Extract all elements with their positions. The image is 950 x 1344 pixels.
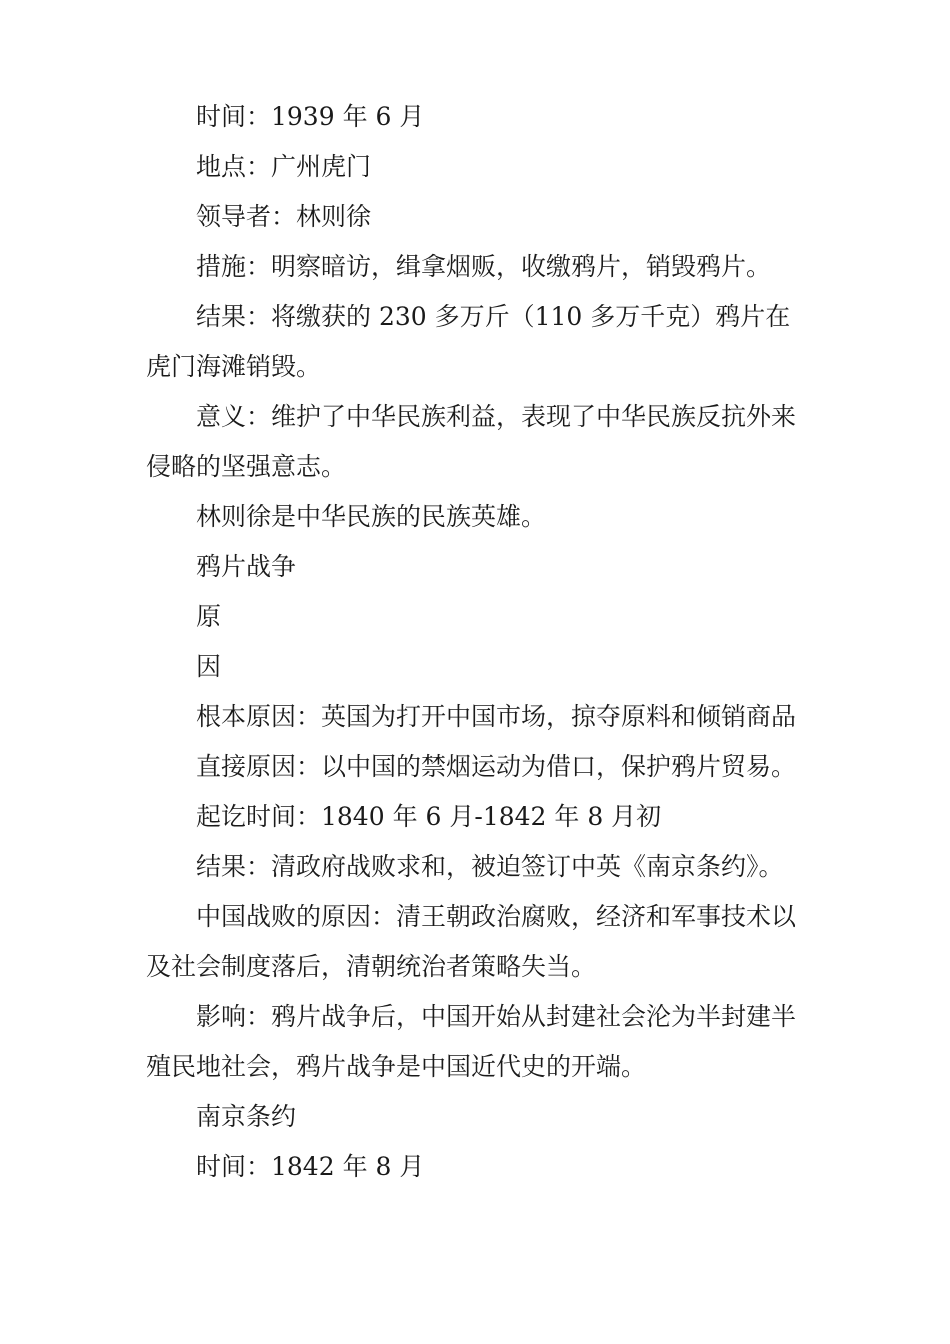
paragraph-leader: 领导者：林则徐 bbox=[196, 202, 372, 231]
paragraph-influence: 影响：鸦片战争后，中国开始从封建社会沦为半封建半殖民地社会，鸦片战争是中国近代史的开端。 bbox=[146, 1002, 797, 1081]
document-body bbox=[146, 92, 808, 1192]
paragraph-location: 地点：广州虎门 bbox=[196, 152, 372, 181]
paragraph-significance: 意义：维护了中华民族利益，表现了中华民族反抗外来侵略的坚强意志。 bbox=[146, 402, 797, 481]
label-cause-part1: 原 bbox=[196, 602, 222, 631]
paragraph-time-1939: 时间：1939 年 6 月 bbox=[196, 102, 425, 131]
paragraph-measures: 措施：明察暗访，缉拿烟贩，收缴鸦片，销毁鸦片。 bbox=[196, 252, 772, 281]
section-heading-opium-war: 鸦片战争 bbox=[196, 552, 297, 581]
paragraph-war-result: 结果：清政府战败求和，被迫签订中英《南京条约》。 bbox=[196, 852, 784, 881]
paragraph-duration: 起讫时间：1840 年 6 月-1842 年 8 月初 bbox=[196, 802, 662, 831]
label-cause-part2: 因 bbox=[196, 652, 222, 681]
section-heading-treaty-of-nanking: 南京条约 bbox=[196, 1102, 297, 1131]
paragraph-fundamental-cause: 根本原因：英国为打开中国市场，掠夺原料和倾销商品 bbox=[196, 702, 797, 731]
paragraph-national-hero: 林则徐是中华民族的民族英雄。 bbox=[196, 502, 547, 531]
paragraph-treaty-time: 时间：1842 年 8 月 bbox=[196, 1152, 425, 1181]
paragraph-defeat-reasons: 中国战败的原因：清王朝政治腐败，经济和军事技术以及社会制度落后，清朝统治者策略失当。 bbox=[146, 902, 797, 981]
paragraph-result-destruction: 结果：将缴获的 230 多万斤（110 多万千克）鸦片在虎门海滩销毁。 bbox=[146, 302, 791, 381]
paragraph-direct-cause: 直接原因：以中国的禁烟运动为借口，保护鸦片贸易。 bbox=[196, 752, 797, 781]
